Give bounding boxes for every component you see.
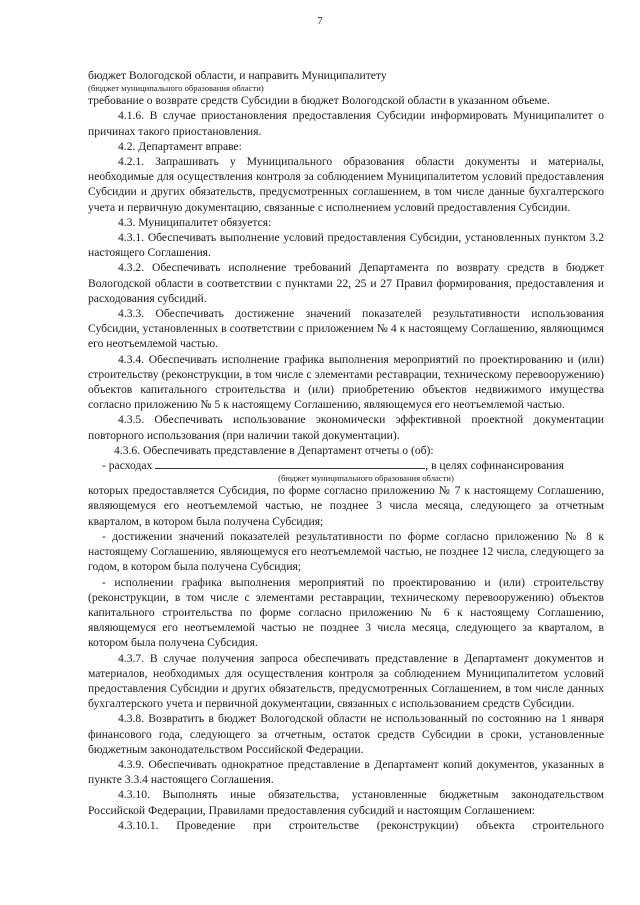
blank-fill-line bbox=[155, 458, 425, 469]
paragraph-4-3-5: 4.3.5. Обеспечивать использование экономически эффективной проектной документации повторного использования (при наличии такой документации). bbox=[88, 413, 604, 442]
paragraph-4-1-6: 4.1.6. В случае приостановления предоставления Субсидии информировать Муниципалитет о причинах такого приостановления. bbox=[88, 109, 604, 138]
field-caption: (бюджет муниципального образования области) bbox=[88, 83, 264, 94]
page-number: 7 bbox=[317, 15, 323, 27]
paragraph-4-3-7: 4.3.7. В случае получения запроса обеспечивать представление в Департамент документов и материалов, необходимых для осуществления контроля за соблюдением Муниципалитетом условий предоставления Субсидии и других обязательств, предусмотренных Соглашением, в том числе данных бухгалтерского учета и первичной документации, связанных с использованием средств Субсидии. bbox=[88, 651, 604, 711]
paragraph-4-3-6: 4.3.6. Обеспечивать представление в Департамент отчеты о (об): bbox=[114, 443, 434, 457]
expenses-tail: , в целях софинансирования bbox=[425, 459, 564, 473]
paragraph-4-3-9: 4.3.9. Обеспечивать однократное представление в Департамент копий документов, указанных в пункте 3.3.4 настоящего Соглашения. bbox=[88, 757, 604, 787]
paragraph-4-3-10: 4.3.10. Выполнять иные обязательства, установленные бюджетным законодательством Российской Федерации, Правилами предоставления субсидий и настоящим Соглашением: bbox=[88, 788, 604, 817]
paragraph-4-2: 4.2. Департамент вправе: bbox=[118, 139, 242, 153]
expenses-label: - расходах bbox=[102, 459, 153, 473]
list-item: - исполнении графика выполнения мероприятий по проектированию и (или) строительству (реконструкции, в том числе с элементами реставрации, техническому перевооружению) объектов капитального строительства по форме согласно приложению № 6 к настоящему Соглашению, являющемуся его неотъемлемой частью не позднее 3 числа месяца, следующего за кварталом, в котором была получена Субсидия. bbox=[88, 575, 604, 650]
paragraph-4-2-1: 4.2.1. Запрашивать у Муниципального образования области документы и материалы, необходимые для осуществления контроля за соблюдением Муниципалитетом условий предоставления Субсидии и других обязательств, предусмотренных соглашением, в том числе данные бухгалтерского учета и первичную документацию, связанные с исполнением условий предоставления Субсидии. bbox=[88, 155, 604, 214]
paragraph-4-3-2: 4.3.2. Обеспечивать исполнение требований Департамента по возврату средств в бюджет Вологодской области в соответствии с пунктами 22, 25 и 27 Правил формирования, предоставления и расходования субсидий. bbox=[88, 261, 604, 305]
document-body bbox=[88, 68, 604, 833]
paragraph-4-3-10-1: 4.3.10.1. Проведение при строительстве (реконструкции) объекта строительного bbox=[118, 818, 604, 832]
expenses-line bbox=[88, 458, 604, 473]
paragraph: которых предоставляется Субсидия, по форме согласно приложению № 7 к настоящему Соглашению, являющемуся его неотъемлемой частью, не позднее 3 числа месяца, следующего за отчетным кварталом, в котором была получена Субсидия; bbox=[88, 484, 604, 528]
paragraph-4-3: 4.3. Муниципалитет обязуется: bbox=[118, 215, 272, 229]
paragraph: бюджет Вологодской области, и направить Муниципалитету bbox=[88, 69, 387, 82]
paragraph-4-3-4: 4.3.4. Обеспечивать исполнение графика выполнения мероприятий по проектированию и (или) строительству (реконструкции, в том числе с элементами реставрации, техническому перевооружению) объектов капитального строительства и (или) приобретению объектов недвижимого имущества согласно приложению № 5 к настоящему Соглашению, являющемуся его неотъемлемой частью. bbox=[88, 352, 604, 412]
field-caption: (бюджет муниципального образования области) bbox=[278, 473, 454, 484]
paragraph-4-3-1: 4.3.1. Обеспечивать выполнение условий предоставления Субсидии, установленных пунктом 3.2 настоящего Соглашения. bbox=[88, 231, 604, 260]
paragraph-4-3-3: 4.3.3. Обеспечивать достижение значений показателей результативности использования Субсидии, установленных в соответствии с приложением № 4 к настоящему Соглашению, являющимся его неотъемлемой частью. bbox=[88, 307, 604, 351]
paragraph: требование о возврате средств Субсидии в бюджет Вологодской области в указанном объеме. bbox=[88, 94, 550, 108]
list-item: - достижении значений показателей результативности по форме согласно приложению № 8 к настоящему Соглашению, являющемуся его неотъемлемой частью, не позднее 12 числа, следующего за годом, в котором была получена Субсидия; bbox=[88, 529, 604, 574]
paragraph-4-3-8: 4.3.8. Возвратить в бюджет Вологодской области не использованный по состоянию на 1 января финансового года, следующего за отчетным, остаток средств Субсидии в сроки, установленные бюджетным законодательством Российской Федерации. bbox=[88, 712, 604, 756]
